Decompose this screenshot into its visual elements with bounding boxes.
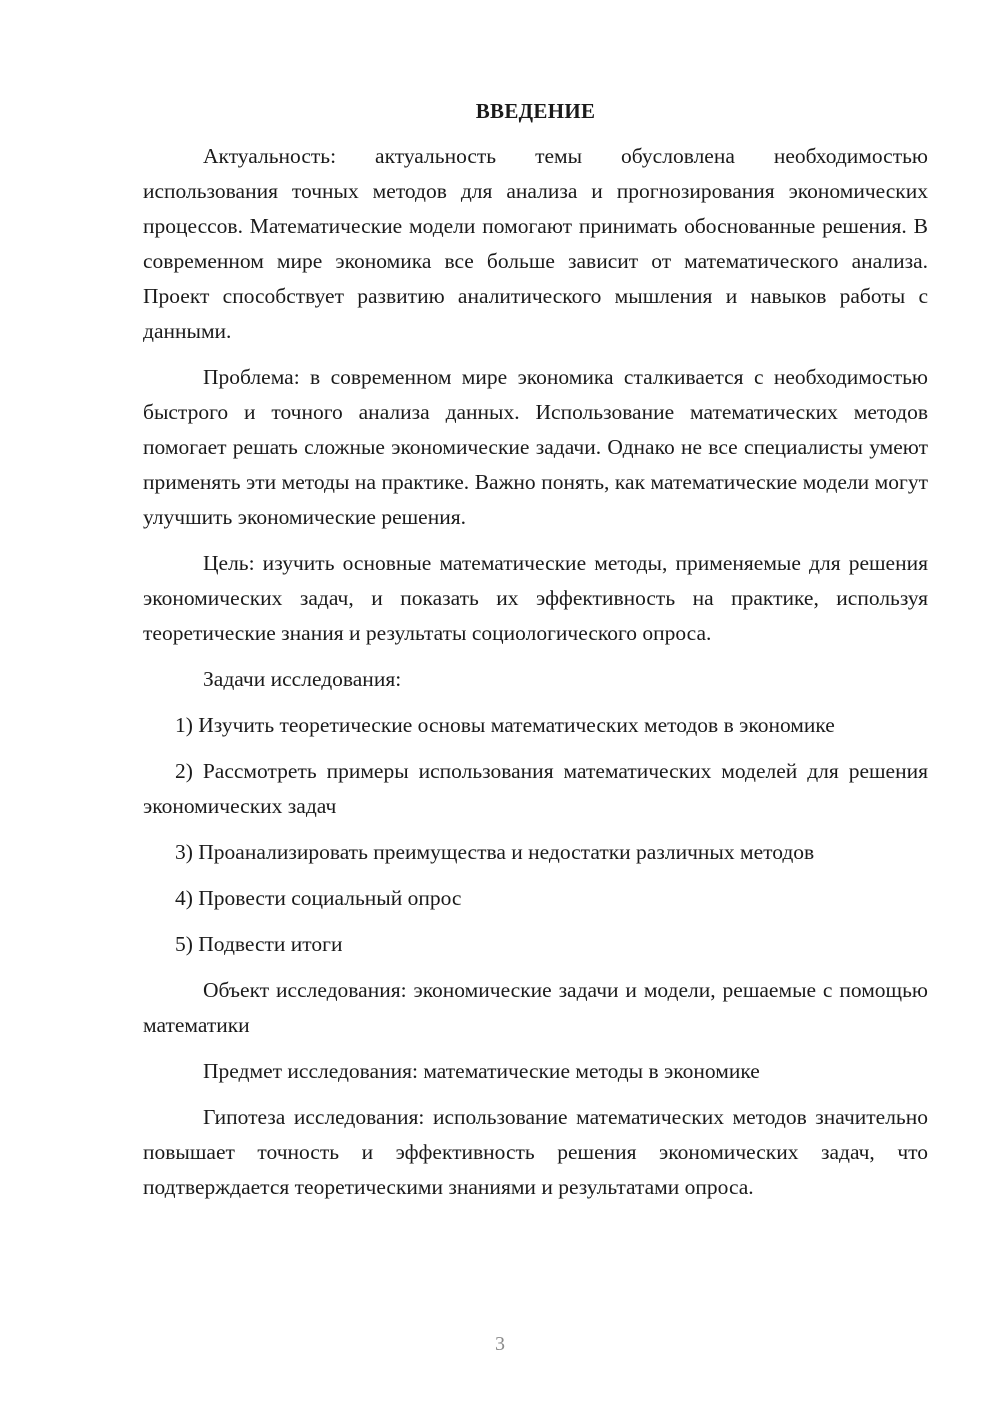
page-number: 3: [495, 1333, 505, 1355]
document-page: [143, 96, 928, 1216]
list-item: 4) Провести социальный опрос: [175, 886, 462, 910]
paragraph-object: Объект исследования: экономические задачи и модели, решаемые с помощью математики: [143, 978, 928, 1037]
paragraph-goal: Цель: изучить основные математические методы, применяемые для решения экономических задач, и показать их эффективность на практике, используя теоретические знания и результаты социологического опроса.: [143, 551, 928, 645]
list-item: 2) Рассмотреть примеры использования математических моделей для решения экономических задач: [143, 759, 928, 818]
page-title: ВВЕДЕНИЕ: [475, 99, 596, 123]
list-item: 1) Изучить теоретические основы математических методов в экономике: [175, 713, 835, 737]
tasks-list: [143, 708, 928, 962]
paragraph-problem: Проблема: в современном мире экономика сталкивается с необходимостью быстрого и точного анализа данных. Использование математических методов помогает решать сложные экономические задачи. Однако не все специалисты умеют применять эти методы на практике. Важно понять, как математические модели могут улучшить экономические решения.: [143, 365, 928, 529]
paragraph-relevance: Актуальность: актуальность темы обусловлена необходимостью использования точных методов для анализа и прогнозирования экономических процессов. Математические модели помогают принимать обоснованные решения. В современном мире экономика все больше зависит от математического анализа. Проект способствует развитию аналитического мышления и навыков работы с данными.: [143, 144, 928, 343]
paragraph-hypothesis: Гипотеза исследования: использование математических методов значительно повышает точность и эффективность решения экономических задач, что подтверждается теоретическими знаниями и результатами опроса.: [143, 1105, 928, 1199]
list-item: 5) Подвести итоги: [175, 932, 343, 956]
paragraph-subject: Предмет исследования: математические методы в экономике: [203, 1059, 760, 1083]
paragraph-tasks-heading: Задачи исследования:: [203, 667, 402, 691]
list-item: 3) Проанализировать преимущества и недостатки различных методов: [175, 840, 815, 864]
